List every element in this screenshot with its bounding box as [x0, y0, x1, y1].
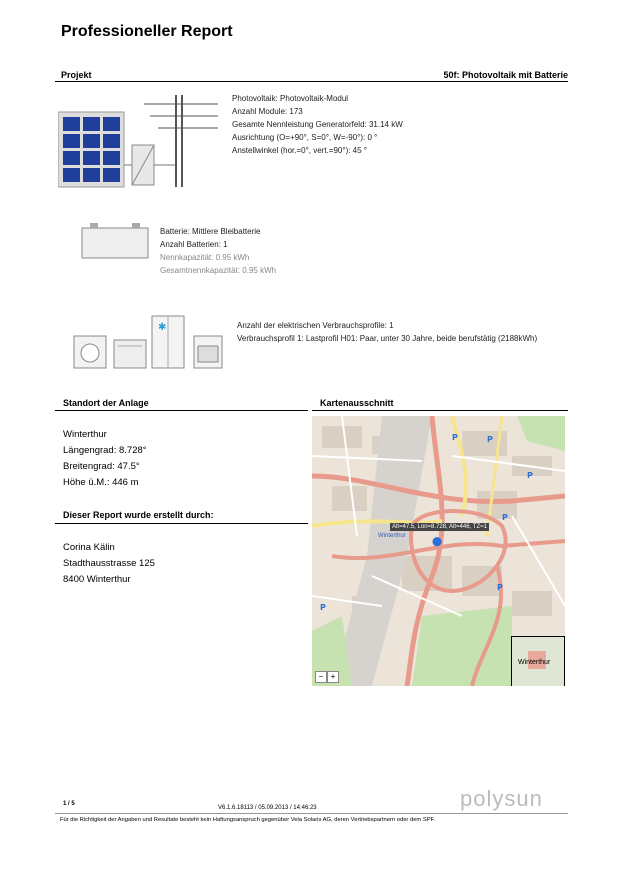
standort-rule — [55, 410, 308, 411]
svg-text:P: P — [452, 433, 458, 442]
standort-heading: Standort der Anlage — [63, 398, 149, 408]
project-label: Projekt — [61, 70, 92, 80]
map-rule — [312, 410, 568, 411]
battery-line: Anzahl Batterien: 1 — [160, 240, 228, 249]
svg-text:P: P — [502, 513, 508, 522]
battery-icon — [80, 220, 152, 260]
project-name: 50f: Photovoltaik mit Batterie — [443, 70, 568, 80]
consumer-line: Anzahl der elektrischen Verbrauchsprofile: 1 — [237, 321, 394, 330]
appliances-icon — [72, 314, 232, 369]
location-latitude: Breitengrad: 47.5° — [63, 461, 140, 472]
pv-line: Anstellwinkel (hor.=0°, vert.=90°): 45 ° — [232, 146, 367, 155]
page-number: 1 / 5 — [63, 801, 75, 807]
creator-city: 8400 Winterthur — [63, 574, 131, 585]
footer-rule — [55, 813, 568, 814]
svg-text:P: P — [320, 603, 326, 612]
battery-line: Nennkapazität: 0.95 kWh — [160, 253, 250, 262]
svg-text:P: P — [497, 583, 503, 592]
consumer-line: Verbrauchsprofil 1: Lastprofil H01: Paar, unter 30 Jahre, beide berufstätig (2188kWh) — [237, 334, 538, 343]
disclaimer: Für die Richtigkeit der Angaben und Resultate besteht kein Haftungsanspruch gegenüber Vela Solaris AG, deren Vertriebspartnern oder dem SPF. — [60, 817, 436, 823]
creator-name: Corina Kälin — [63, 542, 115, 553]
creator-heading: Dieser Report wurde erstellt durch: — [63, 510, 214, 520]
map-heading: Kartenausschnitt — [320, 398, 394, 408]
creator-rule — [55, 523, 308, 524]
polysun-logo: polysun — [460, 786, 543, 811]
version-info: V6.1.6.18113 / 05.09.2013 / 14:46:23 — [218, 805, 317, 811]
project-rule — [55, 81, 568, 82]
page-title: Professioneller Report — [61, 23, 233, 40]
pv-line: Gesamte Nennleistung Generatorfeld: 31.14 kW — [232, 120, 403, 129]
svg-text:P: P — [527, 471, 533, 480]
map-tooltip: Alt=47.5, Lon=8.728, Alt=446, TZ=1 — [392, 524, 487, 530]
battery-line: Batterie: Mittlere Bleibatterie — [160, 227, 261, 236]
battery-line: Gesamtnennkapazität: 0.95 kWh — [160, 266, 277, 275]
map-view[interactable] — [312, 416, 565, 686]
svg-text:✱: ✱ — [158, 322, 167, 333]
map-city-label: Winterthur — [378, 533, 406, 539]
location-altitude: Höhe ü.M.: 446 m — [63, 477, 139, 488]
location-city: Winterthur — [63, 429, 107, 440]
pv-line: Photovoltaik: Photovoltaik-Modul — [232, 94, 349, 103]
pv-system-icon — [58, 90, 223, 190]
pv-line: Ausrichtung (O=+90°, S=0°, W=-90°): 0 ° — [232, 133, 378, 142]
overview-label: Winterthur — [518, 659, 551, 666]
svg-text:P: P — [487, 435, 493, 444]
location-longitude: Längengrad: 8.728° — [63, 445, 147, 456]
zoom-out-button[interactable]: − — [315, 671, 327, 683]
map-pin-icon[interactable]: ⬤ — [432, 536, 443, 546]
zoom-in-button[interactable]: + — [327, 671, 339, 683]
creator-street: Stadthausstrasse 125 — [63, 558, 155, 569]
map-overview[interactable] — [511, 636, 565, 686]
pv-line: Anzahl Module: 173 — [232, 107, 303, 116]
